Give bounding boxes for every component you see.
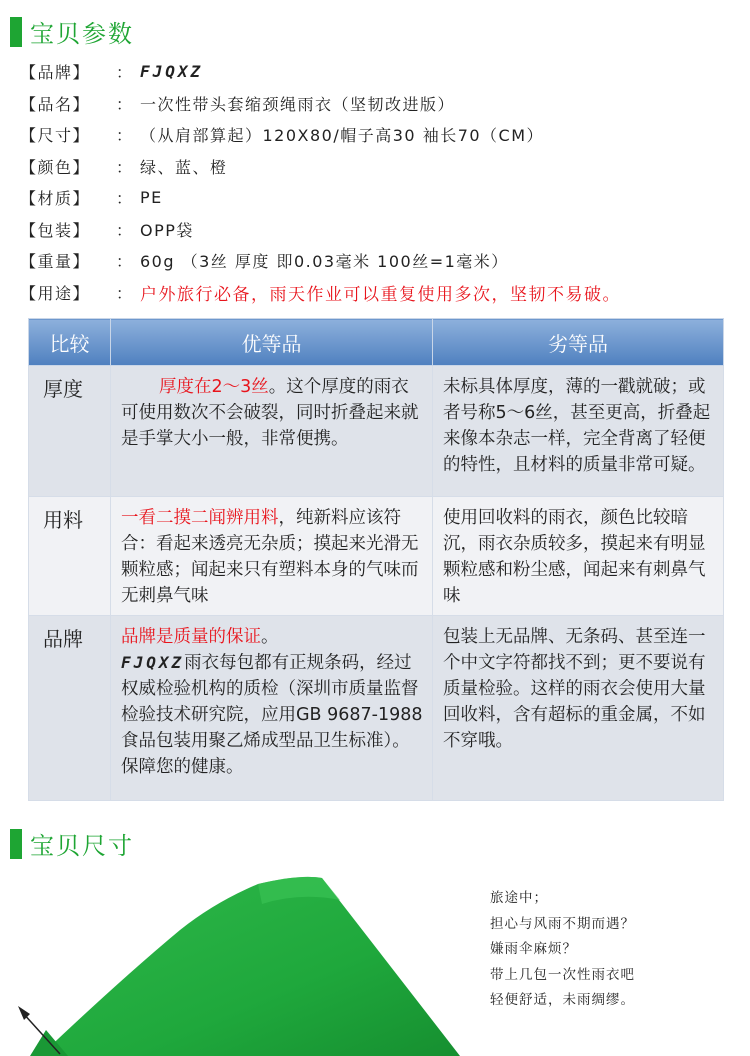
param-sep: ： <box>116 220 134 240</box>
travel-line: 嫌雨伞麻烦？ <box>490 941 577 957</box>
param-label: 【品牌】 <box>20 63 91 83</box>
params-list <box>20 56 740 308</box>
param-sep: ： <box>116 63 134 83</box>
param-value: 60g （3丝 厚度 即0.03毫米 100丝=1毫米） <box>140 252 509 272</box>
raincoat-illustration <box>0 870 750 1056</box>
param-name <box>20 88 740 120</box>
param-label: 【品名】 <box>20 94 91 114</box>
param-sep: ： <box>116 126 134 146</box>
param-sep: ： <box>116 252 134 272</box>
header-bad: 劣等品 <box>433 319 724 366</box>
travel-line: 带上几包一次性雨衣吧 <box>490 966 635 983</box>
good-text: 。这个厚度的雨衣可使用数次不会破裂，同时折叠起来就是手掌大小一般，非常便携。 <box>121 377 419 449</box>
bad-cell: 使用回收料的雨衣，颜色比较暗沉，雨衣杂质较多，摸起来有明显颗粒感和粉尘感，闻起来有刺鼻气味 <box>433 497 724 616</box>
param-sep: ： <box>116 283 134 303</box>
table-row <box>29 366 724 497</box>
param-sep: ： <box>116 94 134 114</box>
raincoat-image <box>0 870 750 1056</box>
param-value: 绿、蓝、橙 <box>140 157 228 177</box>
section-header-params <box>10 14 134 49</box>
section-bar <box>10 829 22 859</box>
param-label: 【颜色】 <box>20 157 91 177</box>
param-label: 【包装】 <box>20 220 91 240</box>
comparison-table <box>28 318 724 801</box>
good-punct: 。 <box>261 627 279 647</box>
param-brand <box>20 56 740 88</box>
section-bar <box>10 17 22 47</box>
param-label: 【重量】 <box>20 252 91 272</box>
travel-line: 轻便舒适，未雨绸缪。 <box>490 992 635 1008</box>
travel-line: 担心与风雨不期而遇？ <box>490 915 635 932</box>
row-category: 品牌 <box>29 616 111 801</box>
param-value: FJQXZ <box>140 62 204 82</box>
section-title: 宝贝尺寸 <box>30 832 134 860</box>
param-usage <box>20 277 740 309</box>
good-cell <box>111 497 433 616</box>
param-package <box>20 214 740 246</box>
header-good: 优等品 <box>111 319 433 366</box>
param-weight <box>20 245 740 277</box>
good-text: ，纯新料应该符合：看起来透亮无杂质；摸起来光滑无颗粒感；闻起来只有塑料本身的气味而无刺鼻气味 <box>121 508 419 606</box>
param-label: 【材质】 <box>20 189 91 209</box>
good-cell <box>111 366 433 497</box>
param-material <box>20 182 740 214</box>
param-value: OPP袋 <box>140 220 194 240</box>
param-label: 【尺寸】 <box>20 126 91 146</box>
table-header-row <box>29 319 724 366</box>
good-highlight: 品牌是质量的保证 <box>121 627 261 647</box>
param-value: （从肩部算起）120X80/帽子高30 袖长70（CM） <box>140 126 545 146</box>
travel-line: 旅途中； <box>490 890 548 906</box>
travel-promo <box>490 886 635 1014</box>
good-cell <box>111 616 433 801</box>
row-category: 用料 <box>29 497 111 616</box>
param-sep: ： <box>116 157 134 177</box>
row-category: 厚度 <box>29 366 111 497</box>
good-text: 雨衣每包都有正规条码，经过权威检验机构的质检（深圳市质量监督检验技术研究院，应用GB 9687-1988 食品包装用聚乙烯成型品卫生标准）。保障您的健康。 <box>121 653 423 777</box>
bad-cell: 未标具体厚度，薄的一戳就破；或者号称5～6丝，甚至更高，折叠起来像本杂志一样，完全背离了轻便的特性，且材料的质量非常可疑。 <box>433 366 724 497</box>
good-highlight: 一看二摸二闻辨用料 <box>121 508 279 528</box>
section-header-size <box>10 826 134 861</box>
bad-cell: 包装上无品牌、无条码、甚至连一个中文字符都找不到；更不要说有质量检验。这样的雨衣会使用大量回收料，含有超标的重金属，不如不穿哦。 <box>433 616 724 801</box>
param-label: 【用途】 <box>20 283 91 303</box>
table-row <box>29 616 724 801</box>
header-compare: 比较 <box>29 319 111 366</box>
param-size <box>20 119 740 151</box>
param-value: 户外旅行必备，雨天作业可以重复使用多次，坚韧不易破。 <box>140 284 621 305</box>
param-color <box>20 151 740 183</box>
section-title: 宝贝参数 <box>30 20 134 48</box>
param-sep: ： <box>116 189 134 209</box>
good-highlight: 厚度在2～3丝 <box>159 377 269 397</box>
param-value: 一次性带头套缩颈绳雨衣（坚韧改进版） <box>140 94 456 114</box>
table-row <box>29 497 724 616</box>
param-value: PE <box>140 188 163 208</box>
good-brand: FJQXZ <box>121 653 185 672</box>
